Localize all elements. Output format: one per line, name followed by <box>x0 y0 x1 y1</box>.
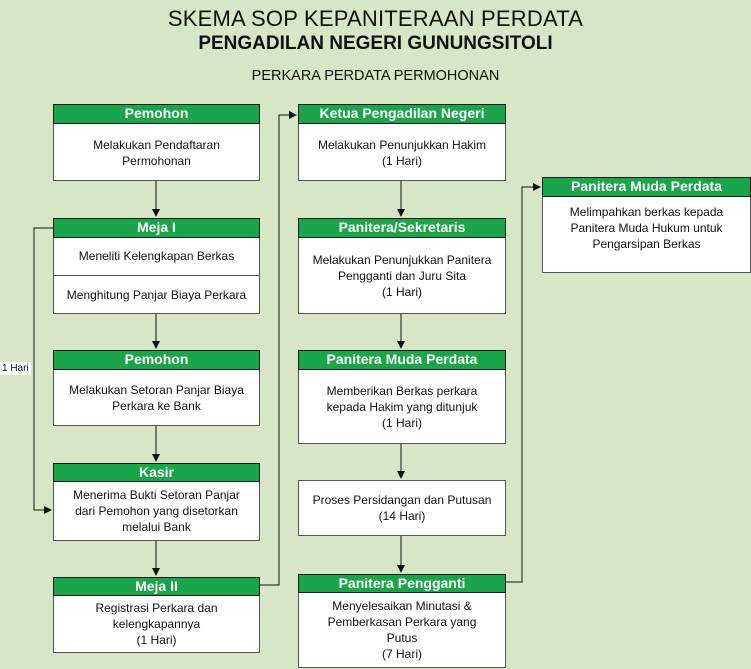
node-text: Registrasi Perkara dan kelengkapannya (1 Hari) <box>95 601 218 647</box>
duration-label: 1 Hari <box>2 363 29 374</box>
node-kasir <box>53 463 260 541</box>
node-text: Melakukan Pendaftaran Permohonan <box>93 137 220 168</box>
node-pemohon-setoran <box>53 350 260 426</box>
node-text: Proses Persidangan dan Putusan (14 Hari) <box>312 493 492 523</box>
node-proses-persidangan <box>298 480 506 536</box>
node-header: Panitera/Sekretaris <box>298 218 506 238</box>
arrow-meja2-to-ketua <box>259 115 296 585</box>
node-header: Kasir <box>53 463 260 482</box>
node-text: Menerima Bukti Setoran Panjar dari Pemohon yang disetorkan melalui Bank <box>73 488 240 534</box>
node-panitera-pengganti <box>298 574 506 668</box>
node-header: Ketua Pengadilan Negeri <box>298 104 506 124</box>
node-text: Menyelesaikan Minutasi & Pemberkasan Perkara yang Putus (7 Hari) <box>327 599 477 661</box>
arrow-pengganti-to-pmp2 <box>505 187 540 582</box>
diagram-title: SKEMA SOP KEPANITERAAN PERDATA <box>167 6 584 31</box>
node-header: Pemohon <box>53 350 260 370</box>
node-meja-2 <box>53 577 260 653</box>
node-header: Panitera Muda Perdata <box>298 350 506 370</box>
node-text: Menghitung Panjar Biaya Perkara <box>66 287 247 302</box>
node-panitera-muda-perdata-arsip <box>542 177 751 273</box>
node-header: Meja II <box>53 577 260 596</box>
node-header: Panitera Muda Perdata <box>542 177 751 197</box>
node-header: Panitera Pengganti <box>298 574 506 593</box>
node-text: Melakukan Penunjukkan Panitera Pengganti dan Juru Sita (1 Hari) <box>312 253 492 299</box>
node-header: Meja I <box>53 218 260 238</box>
arrow-meja1-to-kasir <box>34 228 53 510</box>
node-text: Melakukan Penunjukkan Hakim (1 Hari) <box>317 137 487 168</box>
node-panitera-sekretaris <box>298 218 506 314</box>
node-text: Melakukan Setoran Panjar Biaya Perkara ke Bank <box>69 383 244 413</box>
node-text: Memberikan Berkas perkara kepada Hakim yang ditunjuk (1 Hari) <box>326 384 478 430</box>
node-text: Melimpahkan berkas kepada Panitera Muda Hukum untuk Pengarsipan Berkas <box>569 205 724 251</box>
node-header: Pemohon <box>53 104 260 124</box>
node-ketua-pengadilan <box>298 104 506 181</box>
node-panitera-muda-perdata <box>298 350 506 444</box>
diagram-subtitle: PENGADILAN NEGERI GUNUNGSITOLI <box>198 33 553 54</box>
node-meja-1 <box>53 218 260 314</box>
node-pemohon-pendaftaran <box>53 104 260 181</box>
diagram-case-type: PERKARA PERDATA PERMOHONAN <box>251 68 500 84</box>
node-text: Meneliti Kelengkapan Berkas <box>78 249 235 263</box>
